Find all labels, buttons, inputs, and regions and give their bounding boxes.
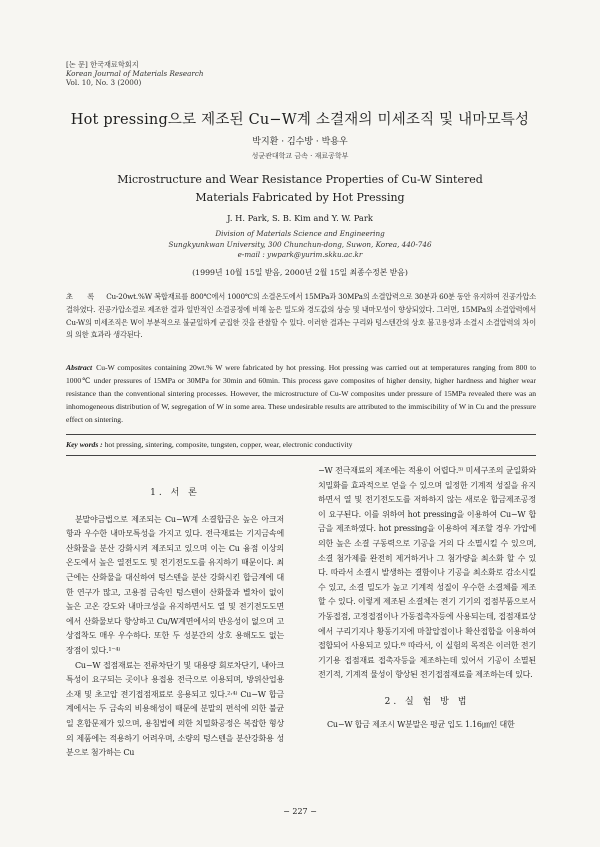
body-paragraph: Cu−W 접점재료는 전류차단기 및 대용량 회로차단기, 내아크 특성이 요구되는 곳이나 용접용 전극으로 이용되며, 방위산업용소재 및 초고압 전기접점재료로 응용되고 있다.²·⁴⁾ Cu−W 합금계에서는 두 금속의 비용해성이 때문에 분말의 편석에 의한 불균일 혼합문제가 있으며, 용침법에 의한 치밀화공정은 복잡한 형상의 제품에는 적용하기 어려우며, 소량의 텅스텐을 분산강화용 성분으로 첨가하는 Cu: [66, 660, 284, 758]
title-korean: Hot pressing으로 제조된 Cu−W계 소결재의 미세조직 및 내마모특성: [70, 112, 530, 128]
authors-korean: 박지환 · 김수방 · 박용우: [252, 137, 348, 147]
divider-bottom: [66, 455, 536, 456]
received-dates: (1999년 10월 15일 받음, 2000년 2월 15일 최종수정본 받음): [192, 268, 408, 277]
affiliation-english: [0, 229, 600, 261]
title-english: [0, 171, 600, 207]
title-english-line2: Materials Fabricated by Hot Pressing: [195, 191, 405, 204]
divider-top: [66, 434, 536, 435]
page-number: − 227 −: [283, 807, 317, 816]
journal-category: [논 문] 한국재료학회지: [66, 60, 139, 69]
abstract-korean: [66, 291, 536, 342]
journal-name: Korean Journal of Materials Research: [66, 69, 204, 79]
keywords-label: Key words :: [66, 440, 103, 449]
abstract-korean-text: Cu-20wt.%W 복합재료를 800℃에서 1000℃의 소결온도에서 15MPa과 30MPa의 소결압력으로 30분과 60분 동안 유지하여 진공가압소결하였다. 진공가압소결로 제조한 결과 일반적인 소결공정에 비해 높은 밀도와 경도값의 상승 및 내마모성이 향상되었다. 그러면, 15MPa의 소결압력에서 Cu-W의 미세조직은 W이 부분적으로 불균일하게 군집한 것을 관찰할 수 있다. 이러한 결과는 구리와 텅스텐간의 상호 불고용성과 소결시 소결압력의 차이의 의한 효과라 생각된다.: [66, 292, 536, 340]
keywords-text: hot pressing, sintering, composite, tungsten, copper, wear, electronic conductivity: [104, 440, 353, 449]
body-paragraph: Cu−W 합금 제조시 W분말은 평균 입도 1.16㎛인 대한: [327, 719, 515, 729]
journal-volume: Vol. 10, No. 3 (2000): [66, 78, 142, 88]
keywords: [66, 440, 536, 449]
abstract-korean-label: 초 록: [66, 292, 101, 301]
title-english-line1: Microstructure and Wear Resistance Properties of Cu-W Sintered: [117, 173, 483, 186]
journal-header: [66, 60, 204, 88]
authors-english: J. H. Park, S. B. Kim and Y. W. Park: [227, 213, 373, 223]
abstract-english: [66, 362, 536, 427]
affiliation-address: Sungkyunkwan University, 300 Chunchun-dong, Suwon, Korea, 440-746: [168, 239, 432, 249]
abstract-english-label: Abstract: [66, 363, 93, 372]
body-column-right: [318, 464, 536, 732]
section-heading-experimental: 2. 실 험 방 법: [384, 696, 470, 707]
abstract-english-text: Cu-W composites containing 20wt.% W were fabricated by hot pressing. Hot pressing was carried out at temperatures ranging from 800 to 1000℃ under pressures of 15MPa or 30MPa for 30min and 60min. This process gave composites of higher density, higher hardness and higher wear resistance than the conventional sintering processes. However, the microstructure of Cu-W composites under pressure of 15MPa revealed there was an inhomogeneous distribution of W, segregation of W in some area. These undesirable results are attributed to the immiscibility of W in Cu and the pressure effect on sintering.: [66, 363, 536, 424]
section-heading-introduction: 1. 서 론: [150, 488, 200, 498]
affiliation-division: Division of Materials Science and Engineering: [215, 229, 385, 238]
body-column-left: [66, 464, 284, 761]
affiliation-email: e-mail : ywpark@yurim.skku.ac.kr: [237, 250, 363, 260]
affiliation-korean: 성균관대학교 금속 · 재료공학부: [251, 152, 349, 160]
body-paragraph: −W 전극재료의 제조에는 적용이 어렵다.⁵⁾ 미세구조의 균일화와 치밀화를 효과적으로 얻을 수 있으며 일정한 기계적 성질을 유지하면서 열 및 전기전도도를 저하하지 않는 새로운 합금제조공정이 요구된다. 이를 위하여 hot pressing을 이용하여 Cu−W 합금을 제조하였다. hot pressing을 이용하여 제조할 경우 가압에 의한 높은 소결 구동력으로 기공을 거의 다 소멸시킬 수 있으며, 소결 첨가제를 완전히 제거하거나 그 첨가량을 최소화 할 수 있다. 따라서 소결시 발생하는 결함이나 기공을 최소화로 감소시킬 수 있고, 소결 밀도가 높고 기계적 성질이 우수한 소결체를 제조할 수 있다. 이렇게 제조된 소결체는 전기 기기의 접점부품으로서 가동접점, 고정접점이나 가동접촉자등에 사용되는데, 접점재료상에서 구리기지나 황동기지에 마찰압접이나 확산접합을 이용하여 접합되어 사용되고 있다.⁶⁾ 따라서, 이 실험의 목적은 이러한 전기 기기용 접점재료 접촉자등을 제조하는데 있어서 기공이 소멸된 전기적, 기계적 물성이 향상된 전기접점재료를 제조하는데 있다.: [318, 466, 536, 680]
body-paragraph: 분말야금법으로 제조되는 Cu−W계 소결합금은 높은 아크저항과 우수한 내마모특성을 가지고 있다. 전극재료는 기지금속에 산화물을 분산 강화시켜 제조되고 있으며 이는 Cu 융점 이상의 온도에서 높은 열전도도 및 전기전도도를 유지하기 때문이다. 최근에는 산화물을 대신하여 텅스텐을 분산 강화시킨 합금계에 대한 연구가 많고, 고용점 금속인 텅스텐이 산화물과 별차이 없이 높은 고온 강도와 내마크성을 유지하면서도 열 및 전기전도도면에서 산화물보다 향상하고 Cu/W계면에서의 반응성이 없으며 고상접착도 매우 우수하다. 또한 두 성분간의 상호 용해도도 없는 장점이 있다.¹⁻⁴⁾: [66, 514, 284, 655]
